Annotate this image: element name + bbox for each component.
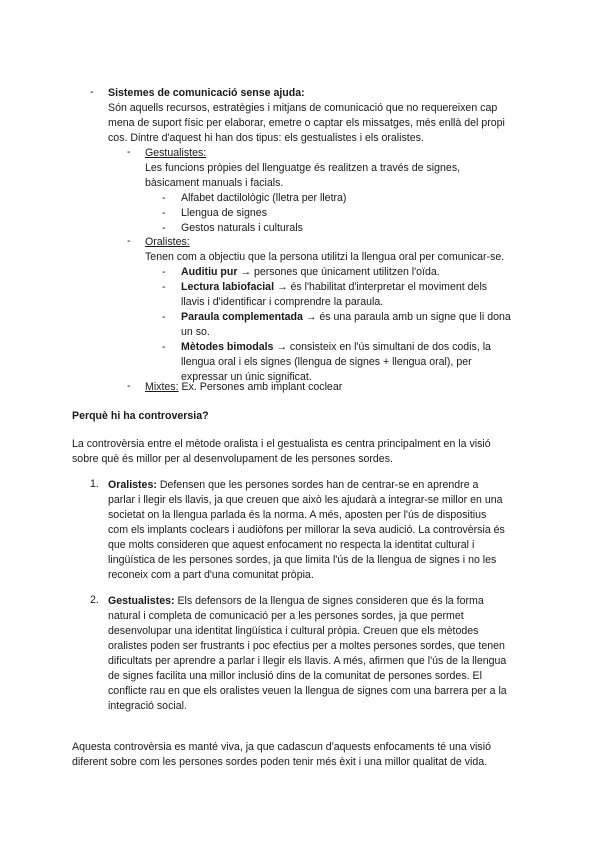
gestualistes-desc: Les funcions pròpies del llenguatge és realitzen a través de signes,: [145, 162, 461, 174]
oralistes-block: [145, 235, 565, 265]
gestualistes-label: Gestualistes:: [145, 147, 207, 159]
gestualistes-desc: bàsicament manuals i facials.: [145, 177, 284, 189]
section1-title: Sistemes de comunicació sense ajuda:: [108, 87, 305, 99]
section2-heading: Perquè hi ha controversia?: [72, 410, 209, 422]
oralistes-list: [162, 265, 542, 385]
mixtes-text: Ex. Persones amb implant coclear: [178, 381, 343, 393]
point-oralistes: Oralistes: Defensen que les persones sordes han de centrar-se en aprendre a parlar i llegir els llavis, ja que creuen que això les ajudarà a integrar-se millor en una societat on la llengua parlada és la norma. A més, aposten per l'ús de dispositius com els implants coclears i audiòfons per millorar la seva audició. La controvèrsia és que molts consideren que aquest enfocament no respecta la identitat cultural i lingüística de les persones sordes, ja que limita l'ús de la llengua de signes i no les reconeix com a part d'una comunitat pròpia.: [108, 479, 505, 581]
section2-intro: La controvèrsia entre el mètode oralista i el gestualista es centra principalment en la visió sobre què és millor per al desenvolupament de les persones sordes.: [72, 438, 491, 465]
bullet-dash: -: [127, 380, 131, 392]
list-item: - Alfabet dactilològic (lletra per lletra): [162, 192, 347, 204]
section2-heading-block: [72, 409, 542, 424]
mixtes-label: Mixtes:: [145, 381, 179, 393]
intro-line: Són aquells recursos, estratègies i mitjans de comunicació que no requereixen cap: [108, 102, 498, 114]
bullet-dash: -: [127, 235, 131, 247]
section1-block: [108, 86, 548, 146]
list-number: 2.: [90, 594, 99, 606]
list-item: - Gestos naturals i culturals: [162, 222, 303, 234]
intro-line: mena de suport físic per elaborar, emetre o captar els missatges, més enllà del propi: [108, 117, 505, 129]
list-item: - Llengua de signes: [162, 207, 267, 219]
list-item: - Mètodes bimodals → consisteix en l'ús simultani de dos codis, la llengua oral i els signes (llengua de signes + llengua oral), per expressar un únic significat.: [162, 341, 491, 383]
list-item: - Auditiu pur → persones que únicament utilitzen l'oïda.: [162, 266, 440, 278]
bullet-dash: -: [127, 146, 131, 158]
list-item: - Paraula complementada → és una paraula amb un signe que li dona un so.: [162, 311, 511, 338]
intro-line: cos. Dintre d'aquest hi han dos tipus: els gestualistes i els oralistes.: [108, 132, 424, 144]
bullet-dash: -: [90, 86, 94, 98]
gestualistes-block: [145, 146, 545, 191]
oralistes-label: Oralistes:: [145, 236, 190, 248]
list-item: - Lectura labiofacial → és l'habilitat d'interpretar el moviment dels llavis i d'identificar i comprendre la paraula.: [162, 281, 488, 308]
oralistes-desc: Tenen com a objectiu que la persona utilitzi la llengua oral per comunicar-se.: [145, 251, 505, 263]
point-gestualistes: Gestualistes: Els defensors de la llengua de signes consideren que és la forma natural i completa de comunicació per a les persones sordes, ja que permet desenvolupar una identitat lingüística i cultural pròpia. Creuen que els mètodes oralistes poden ser frustrants i poc efectius per a moltes persones sordes, que tenen dificultats per aprendre a parlar i llegir els llavis. A més, afirmen que l'ús de la llengua de signes facilita una millor inclusió dins de la comunitat de persones sordes. El conflicte rau en que els oralistes veuen la llengua de signes com una barrera per a la integració social.: [108, 595, 507, 712]
list-number: 1.: [90, 478, 99, 490]
mixtes-block: [145, 380, 545, 395]
gestualistes-list: [162, 191, 542, 236]
conclusion: Aquesta controvèrsia es manté viva, ja que cadascun d'aquests enfocaments té una visió diferent sobre com les persones sordes poden tenir més èxit i una millor qualitat de vida.: [72, 741, 491, 768]
